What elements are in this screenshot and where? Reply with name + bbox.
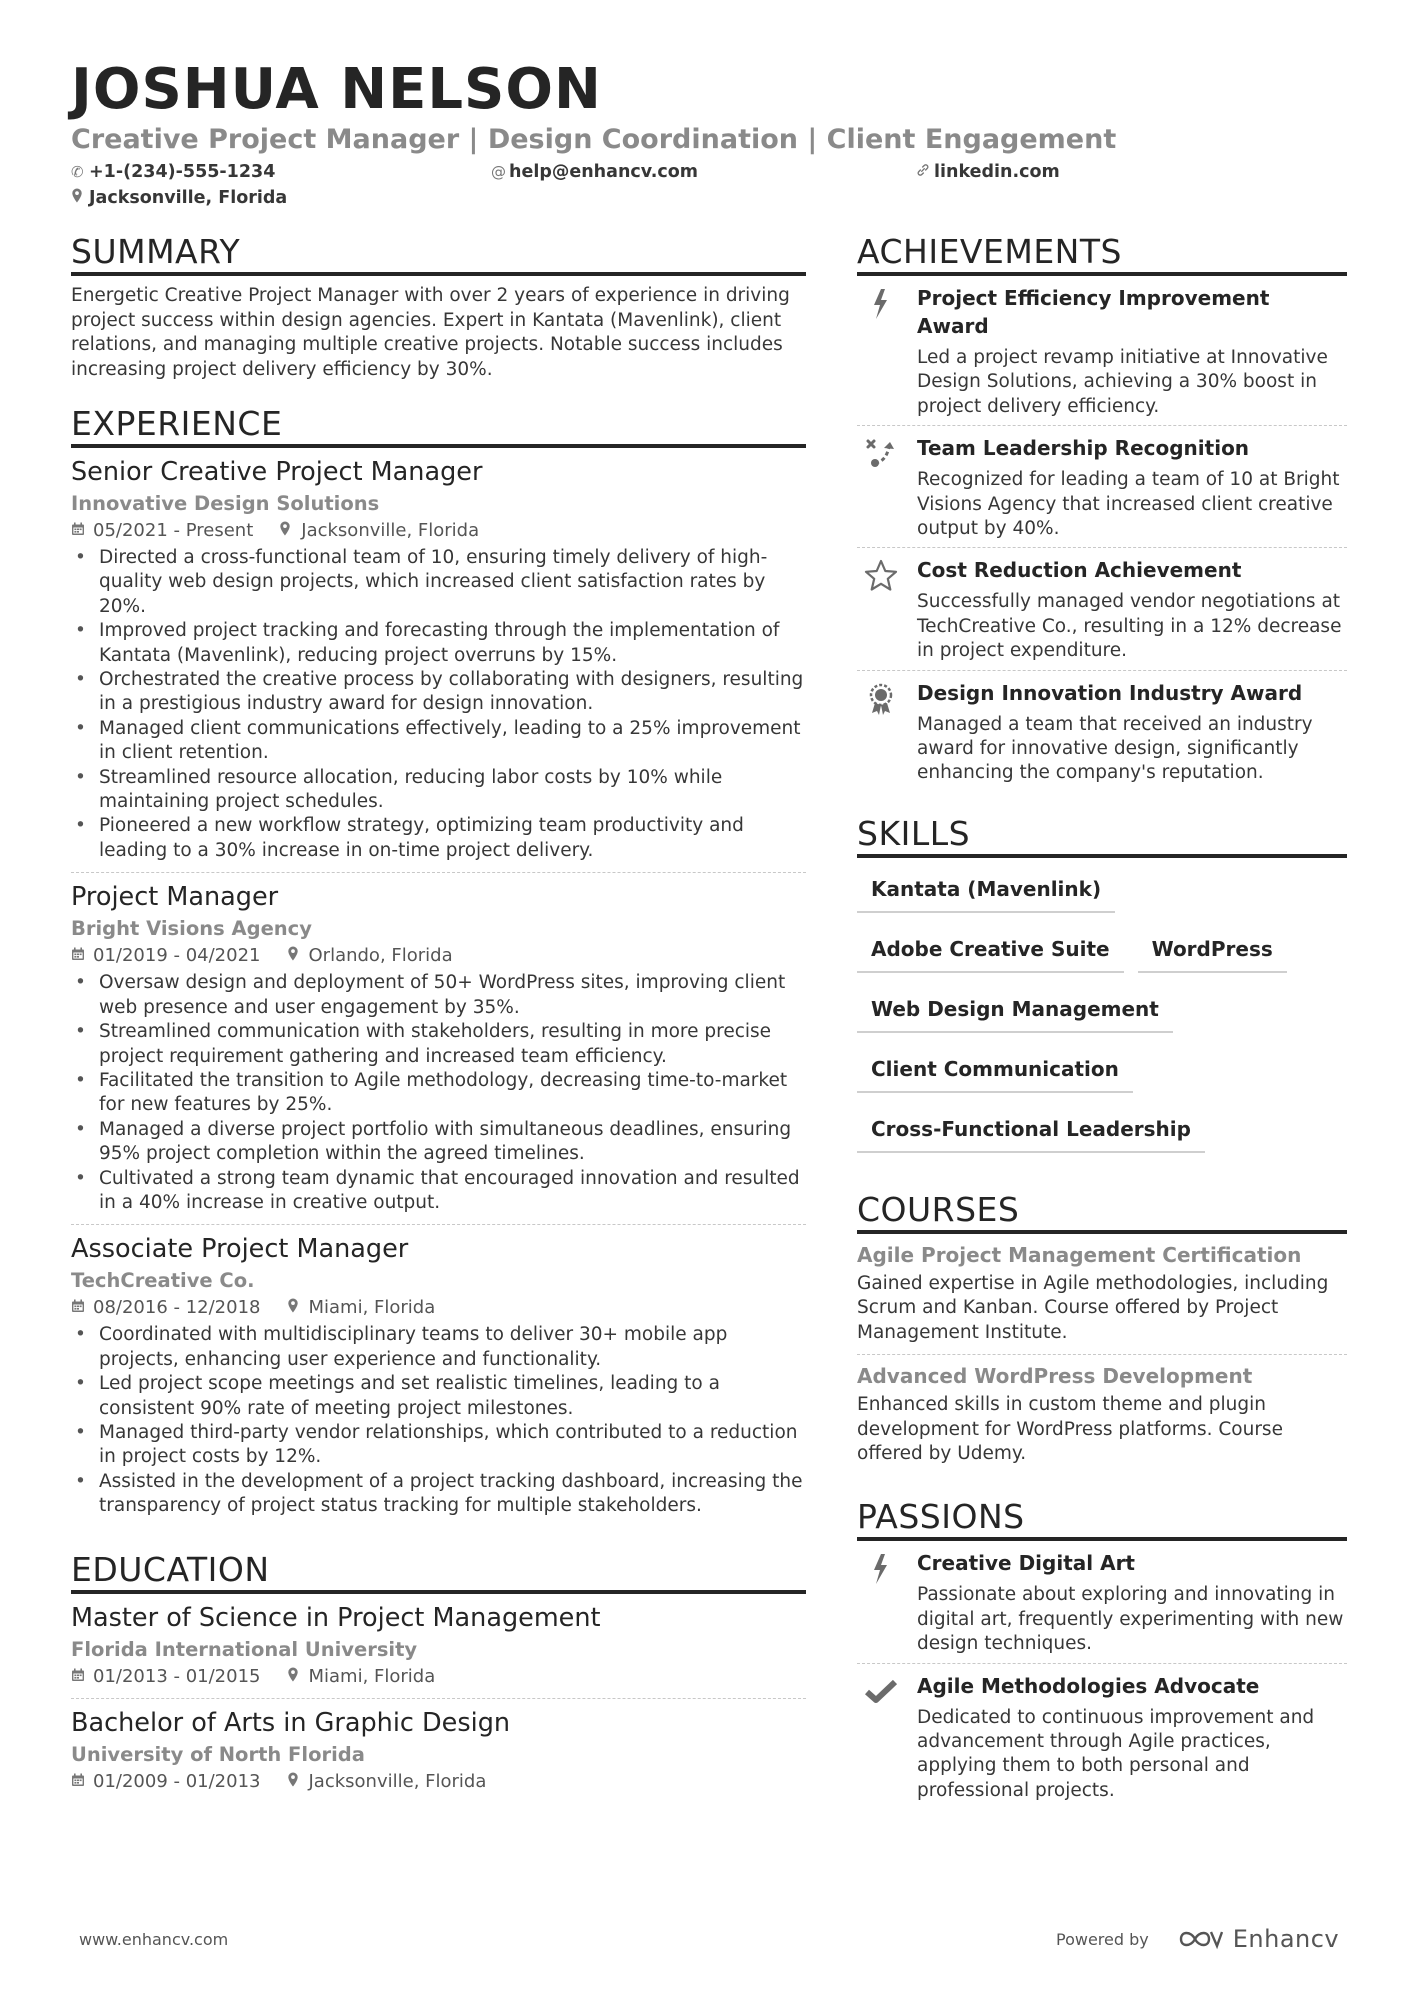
achievement-title: Team Leadership Recognition [917, 436, 1250, 461]
experience-entry [71, 448, 806, 873]
contact-location [71, 187, 287, 209]
job-meta [71, 519, 806, 543]
achievements-section [857, 232, 1347, 792]
calendar-icon [71, 1770, 93, 1794]
bullet-item: • Oversaw design and deployment of 50+ WordPress sites, improving client web presence and user engagement by 35%. [71, 971, 806, 1020]
bullet-item: • Managed client communications effectively, leading to a 25% improvement in client retention. [71, 717, 806, 766]
job-location: Jacksonville, Florida [301, 520, 480, 541]
footer-branding[interactable] [1056, 1925, 1339, 1953]
section-title: EDUCATION [71, 1550, 806, 1594]
education-meta [71, 1770, 806, 1794]
contact-phone[interactable] [71, 161, 275, 183]
school-name: University of North Florida [71, 1742, 365, 1766]
skill-row [857, 1108, 1347, 1168]
phone-icon: ✆ [71, 163, 84, 181]
school-name: Florida International University [71, 1637, 418, 1661]
bullet-item: • Streamlined communication with stakeholders, resulting in more precise project requirement gathering and increased team efficiency. [71, 1020, 806, 1069]
section-title: ACHIEVEMENTS [857, 232, 1347, 276]
achievement-item [857, 548, 1347, 670]
skill-tag: Adobe Creative Suite [857, 928, 1124, 973]
passion-title: Agile Methodologies Advocate [917, 1673, 1260, 1698]
strategy-icon [863, 436, 899, 472]
skills-list [857, 868, 1347, 1168]
job-bullets [71, 971, 806, 1215]
course-title: Agile Project Management Certification [857, 1242, 1302, 1267]
passion-item [857, 1541, 1347, 1663]
company-name: TechCreative Co. [71, 1269, 255, 1293]
brand-name: Enhancv [1232, 1925, 1340, 1953]
location-pin-icon [71, 187, 89, 209]
summary-section [71, 232, 806, 382]
company-name: Innovative Design Solutions [71, 492, 380, 515]
bullet-item: • Managed a diverse project portfolio with simultaneous deadlines, ensuring 95% project completion within the agreed timelines. [71, 1118, 806, 1167]
skill-row [857, 988, 1347, 1048]
job-dates: 08/2016 - 12/2018 [93, 1297, 261, 1319]
section-title: EXPERIENCE [71, 404, 806, 448]
experience-entry [71, 873, 806, 1225]
course-item [857, 1234, 1347, 1355]
location-text: Jacksonville, Florida [89, 188, 288, 208]
award-ribbon-icon [863, 681, 899, 717]
bullet-item: • Led project scope meetings and set realistic timelines, leading to a consistent 90% rate of meeting project milestones. [71, 1372, 806, 1421]
location-pin-icon [287, 1665, 309, 1689]
skill-row [857, 928, 1347, 988]
star-icon [863, 558, 899, 594]
course-desc: Enhanced skills in custom theme and plugin development for WordPress platforms. Course offered by Udemy. [857, 1394, 1283, 1464]
enhancv-logo-icon [1177, 1928, 1223, 1950]
calendar-icon [71, 1665, 93, 1689]
left-column [71, 232, 806, 1825]
bullet-item: • Orchestrated the creative process by collaborating with designers, resulting in a prestigious industry award for design innovation. [71, 668, 806, 717]
job-dates: 01/2019 - 04/2021 [93, 945, 261, 967]
bullet-item: • Pioneered a new workflow strategy, optimizing team productivity and leading to a 30% increase in on-time project delivery. [71, 814, 806, 863]
calendar-icon [71, 944, 93, 968]
passion-desc: Passionate about exploring and innovating in digital art, frequently experimenting with new design techniques. [917, 1584, 1344, 1655]
linkedin-text: linkedin.com [934, 162, 1060, 182]
passions-section [857, 1497, 1347, 1809]
experience-section [71, 404, 806, 1528]
achievement-title: Project Efficiency Improvement Award [917, 286, 1270, 338]
degree-title: Bachelor of Arts in Graphic Design [71, 1707, 511, 1738]
job-location: Miami, Florida [308, 1297, 436, 1319]
bullet-item: • Facilitated the transition to Agile methodology, decreasing time-to-market for new features by 25%. [71, 1069, 806, 1118]
right-column [857, 232, 1347, 1831]
skill-tag: WordPress [1138, 928, 1287, 973]
education-section [71, 1550, 806, 1803]
skill-row [857, 868, 1347, 928]
email-text: help@enhancv.com [509, 162, 699, 182]
job-meta [71, 944, 806, 968]
contact-linkedin[interactable] [916, 161, 1060, 183]
skills-section [857, 814, 1347, 1168]
achievement-item [857, 671, 1347, 792]
contact-email[interactable] [491, 161, 698, 183]
bullet-item: • Managed third-party vendor relationships, which contributed to a reduction in project costs by 12%. [71, 1421, 806, 1470]
passion-title: Creative Digital Art [917, 1551, 1135, 1576]
skill-tag: Web Design Management [857, 988, 1173, 1033]
education-entry [71, 1699, 806, 1803]
passion-desc: Dedicated to continuous improvement and advancement through Agile practices, applying them to both personal and professional projects. [917, 1706, 1315, 1801]
bullet-item: • Streamlined resource allocation, reducing labor costs by 10% while maintaining project schedules. [71, 766, 806, 815]
bullet-item: • Assisted in the development of a project tracking dashboard, increasing the transparency of project status tracking for multiple stakeholders. [71, 1470, 806, 1519]
achievement-item [857, 276, 1347, 426]
course-title: Advanced WordPress Development [857, 1364, 1253, 1389]
bullet-item: • Cultivated a strong team dynamic that encouraged innovation and resulted in a 40% increase in creative output. [71, 1167, 806, 1216]
skill-tag: Cross-Functional Leadership [857, 1108, 1205, 1153]
education-dates: 01/2013 - 01/2015 [93, 1665, 261, 1687]
link-icon [916, 161, 934, 183]
company-name: Bright Visions Agency [71, 917, 312, 941]
courses-section [857, 1190, 1347, 1475]
job-meta [71, 1296, 806, 1320]
lightning-icon [863, 286, 899, 322]
bullet-item: • Improved project tracking and forecasting through the implementation of Kantata (Mavenlink), reducing project overruns by 15%. [71, 619, 806, 668]
job-location: Orlando, Florida [308, 945, 453, 967]
footer-website[interactable]: www.enhancv.com [79, 1930, 229, 1949]
bullet-item: • Coordinated with multidisciplinary teams to deliver 30+ mobile app projects, enhancing user experience and functionality. [71, 1323, 806, 1372]
experience-entry [71, 1225, 806, 1527]
phone-text: +1-(234)-555-1234 [89, 162, 276, 182]
job-bullets [71, 546, 806, 863]
education-meta [71, 1665, 806, 1689]
bullet-item: • Directed a cross-functional team of 10, ensuring timely delivery of high-quality web design projects, which increased client satisfaction rates by 20%. [71, 546, 806, 619]
at-icon: @ [491, 163, 506, 181]
achievement-desc: Recognized for leading a team of 10 at Bright Visions Agency that increased client creative output by 40%. [917, 469, 1340, 540]
achievement-desc: Managed a team that received an industry award for innovative design, significantly enhancing the company's reputation. [917, 713, 1313, 784]
achievement-desc: Successfully managed vendor negotiations at TechCreative Co., resulting in a 12% decrease in project expenditure. [917, 591, 1342, 662]
skill-row [857, 1048, 1347, 1108]
job-title: Senior Creative Project Manager [71, 457, 483, 487]
education-location: Jacksonville, Florida [308, 1770, 487, 1792]
job-title: Project Manager [71, 882, 279, 913]
job-dates: 05/2021 - Present [93, 520, 254, 541]
course-item [857, 1355, 1347, 1475]
location-pin-icon [287, 944, 309, 968]
course-desc: Gained expertise in Agile methodologies, including Scrum and Kanban. Course offered by Project Management Institute. [857, 1272, 1329, 1343]
achievement-title: Cost Reduction Achievement [917, 558, 1242, 583]
section-title: COURSES [857, 1190, 1347, 1234]
checkmark-icon [863, 1674, 899, 1710]
candidate-name: JOSHUA NELSON [71, 57, 602, 122]
skill-tag: Kantata (Mavenlink) [857, 868, 1115, 913]
location-pin-icon [287, 1296, 309, 1320]
calendar-icon [71, 1296, 93, 1320]
calendar-icon [71, 519, 93, 543]
section-title: SKILLS [857, 814, 1347, 858]
summary-text: Energetic Creative Project Manager with over 2 years of experience in driving project success within design agencies. Expert in Kantata (Mavenlink), client relations, and managing multiple creative projects. Notable success includes increasing project delivery efficiency by 30%. [71, 285, 790, 380]
section-title: PASSIONS [857, 1497, 1347, 1541]
section-title: SUMMARY [71, 232, 806, 276]
degree-title: Master of Science in Project Management [71, 1602, 601, 1633]
skill-tag: Client Communication [857, 1048, 1133, 1093]
powered-by-text: Powered by [1056, 1929, 1149, 1949]
achievement-item [857, 426, 1347, 548]
location-pin-icon [287, 1770, 309, 1794]
education-location: Miami, Florida [308, 1665, 436, 1687]
location-pin-icon [279, 519, 301, 543]
candidate-headline: Creative Project Manager | Design Coordination | Client Engagement [71, 124, 1117, 155]
achievement-title: Design Innovation Industry Award [917, 680, 1303, 705]
lightning-icon [863, 1551, 899, 1587]
job-bullets [71, 1323, 806, 1518]
education-entry [71, 1594, 806, 1699]
job-title: Associate Project Manager [71, 1234, 409, 1265]
passion-item [857, 1664, 1347, 1810]
resume-page [71, 0, 1351, 1995]
achievement-desc: Led a project revamp initiative at Innovative Design Solutions, achieving a 30% boost in project delivery efficiency. [917, 347, 1328, 417]
education-dates: 01/2009 - 01/2013 [93, 1770, 261, 1792]
